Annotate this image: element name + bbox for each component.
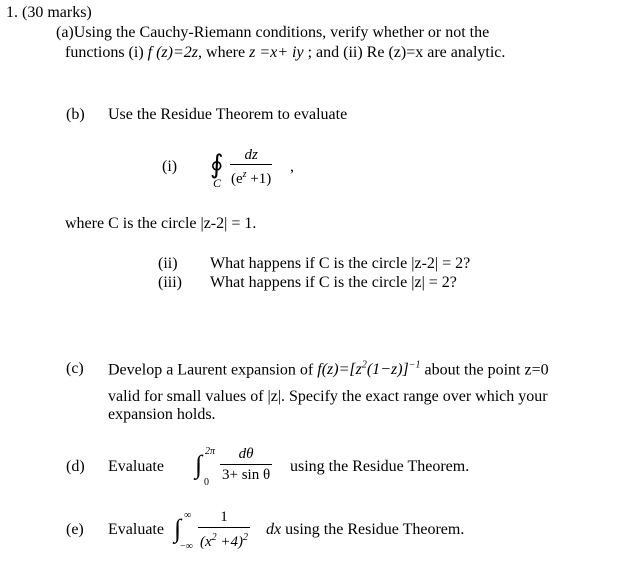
denominator: $(x^2 +4)^2$ xyxy=(198,527,250,552)
upper-limit: ∞ xyxy=(184,510,192,521)
numerator: 1 xyxy=(220,509,228,525)
upper-limit: 2π xyxy=(205,446,216,457)
fraction xyxy=(230,146,272,189)
part-c-line2: valid for small values of |z|. Specify the exact range over which your xyxy=(108,388,548,405)
part-d-integral xyxy=(195,444,290,490)
contour-integral-icon: ∮ xyxy=(210,150,224,179)
numerator: dθ xyxy=(238,446,254,462)
part-b-i-label: (i) xyxy=(162,158,178,175)
part-b-intro: Use the Residue Theorem to evaluate xyxy=(108,106,348,123)
laurent-formula: $f(z)=[z^2(1-z)]^{-1}$ xyxy=(317,360,421,379)
part-e-tail: dx using the Residue Theorem. xyxy=(266,521,465,538)
question-marks: (30 marks) xyxy=(22,4,92,21)
part-b-ii-label: (ii) xyxy=(158,255,178,272)
part-a-line1: (a)Using the Cauchy-Riemann conditions, verify whether or not the xyxy=(56,24,490,41)
part-d-tail: using the Residue Theorem. xyxy=(290,458,470,475)
part-d-label: (d) xyxy=(66,458,85,475)
function-f: f (z)=2z xyxy=(147,44,199,61)
fraction xyxy=(220,444,272,485)
part-b-iii-text: What happens if C is the circle |z| = 2? xyxy=(210,274,457,291)
fraction xyxy=(198,507,250,552)
part-c-label: (c) xyxy=(66,360,84,377)
part-b-iii-label: (iii) xyxy=(158,274,182,291)
part-e-integral xyxy=(174,507,274,555)
integral-icon: ∫ xyxy=(195,450,203,479)
question-header xyxy=(6,4,92,22)
part-c-line3: expansion holds. xyxy=(108,406,216,423)
part-c-line1: Develop a Laurent expansion of $f(z)=[z^2(1-z)]^{-1}$ about the point z=0 xyxy=(108,360,549,379)
integral-icon: ∫ xyxy=(174,514,182,543)
question-number: 1. xyxy=(6,4,18,21)
denominator: $(e^z +1)$ xyxy=(230,164,272,189)
lower-limit: 0 xyxy=(204,477,209,488)
trailing-comma: , xyxy=(290,158,294,175)
part-b-i-integral xyxy=(210,146,300,192)
part-e-label: (e) xyxy=(66,521,84,538)
part-b-label: (b) xyxy=(66,106,85,123)
part-b-ii-text: What happens if C is the circle |z-2| = 2? xyxy=(210,255,471,272)
lower-limit: −∞ xyxy=(180,541,193,552)
part-e-evaluate: Evaluate xyxy=(108,521,164,538)
part-b-where: where C is the circle |z-2| = 1. xyxy=(65,215,257,232)
part-d-evaluate: Evaluate xyxy=(108,458,164,475)
part-a-line2: functions (i) f (z)=2z, where z =x+ iy ; and (ii) Re (z)=x are analytic. xyxy=(65,44,506,61)
denominator: 3+ sin θ xyxy=(220,464,272,485)
numerator: dz xyxy=(244,147,258,163)
z-definition: z =x+ iy xyxy=(249,44,304,61)
contour-label: C xyxy=(213,176,222,190)
